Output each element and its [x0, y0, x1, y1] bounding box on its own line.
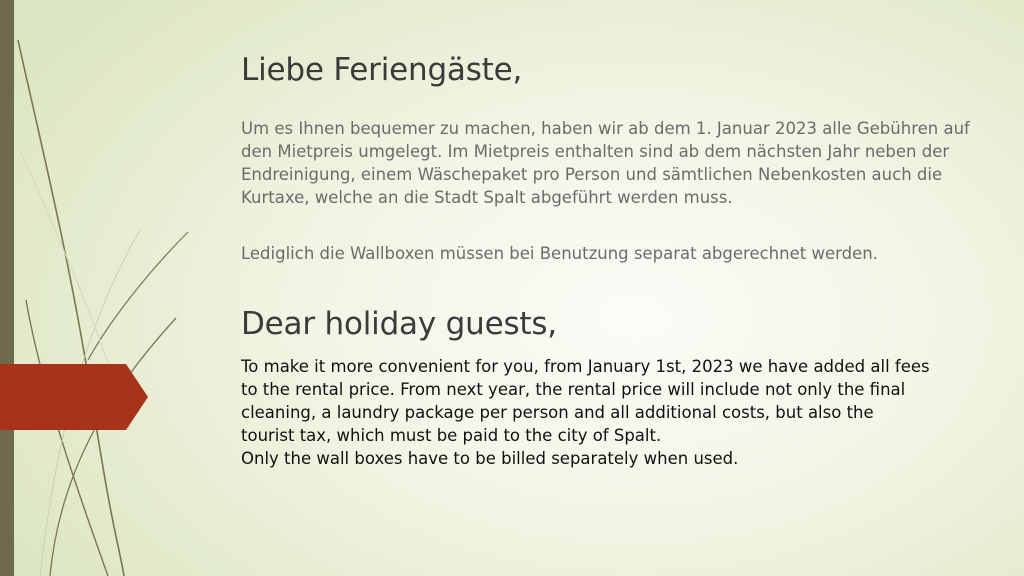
- stem-line: [50, 318, 176, 576]
- german-paragraph-fees: Um es Ihnen bequemer zu machen, haben wir ab dem 1. Januar 2023 alle Gebühren auf den Mietpreis umgelegt. Im Mietpreis enthalten sind ab dem nächsten Jahr neben der Endreinigung, einem Wäschepaket pro Person und sämtlichen Nebenkosten auch die Kurtaxe, welche an die Stadt Spalt abgeführt werden muss.: [241, 119, 970, 207]
- english-body: [241, 355, 931, 470]
- english-paragraph-wallbox: Only the wall boxes have to be billed separately when used.: [241, 449, 739, 468]
- english-heading: Dear holiday guests,: [241, 306, 557, 342]
- arrow-tab: [0, 364, 150, 430]
- german-paragraph-wallbox: Lediglich die Wallboxen müssen bei Benutzung separat abgerechnet werden.: [241, 244, 878, 263]
- decorative-stems: [0, 0, 260, 576]
- stem-line: [18, 40, 124, 576]
- stem-line: [26, 300, 108, 576]
- german-heading: Liebe Feriengäste,: [241, 52, 523, 88]
- stem-line: [88, 232, 188, 360]
- english-paragraph-fees: To make it more convenient for you, from January 1st, 2023 we have added all fees to the rental price. From next year, the rental price will include not only the final cleaning, a laundry package per person and all additional costs, but also the tourist tax, which must be paid to the city of Spalt.: [241, 357, 930, 445]
